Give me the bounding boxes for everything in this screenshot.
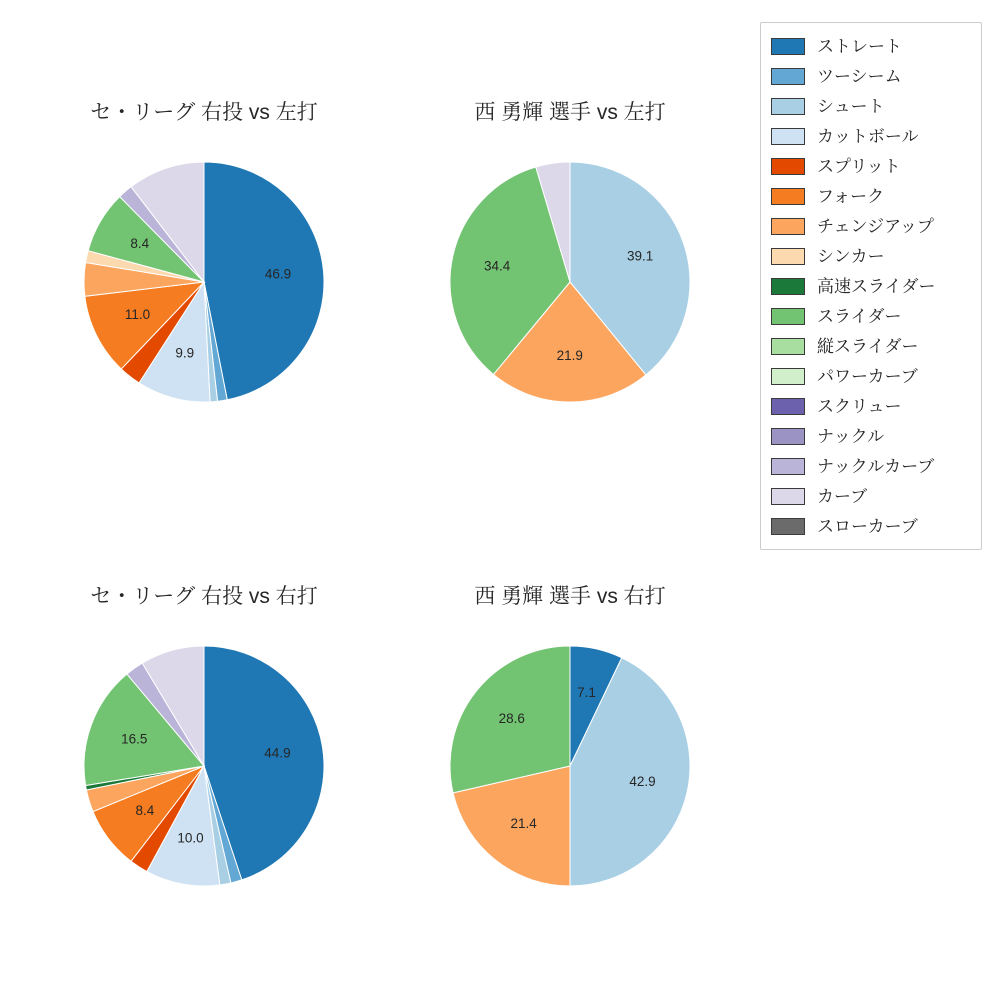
pie-svg-2 [64,626,344,906]
pie-slice-label: 11.0 [124,306,151,322]
legend-item[interactable] [771,331,971,361]
pie-panel-3 [390,580,750,940]
pie-panel-2 [24,580,384,940]
legend-item-label: 高速スライダー [817,276,936,296]
pie-panel-1 [390,96,750,456]
legend-swatch-icon [771,368,805,385]
pie-chart-1 [430,142,710,422]
legend-item-label: カーブ [817,486,868,506]
legend-item-label: パワーカーブ [817,366,918,386]
legend-swatch-icon [771,398,805,415]
legend-item-label: ツーシーム [817,66,902,86]
pie-slice-label: 21.9 [556,347,583,363]
legend-item[interactable] [771,511,971,541]
legend-item[interactable] [771,271,971,301]
legend-swatch-icon [771,428,805,445]
legend-swatch-icon [771,218,805,235]
legend-item[interactable] [771,301,971,331]
legend-item-label: ストレート [817,36,902,56]
pie-slice-label: 10.0 [177,830,204,846]
legend-swatch-icon [771,98,805,115]
pie-svg-0 [64,142,344,422]
legend-item[interactable] [771,391,971,421]
legend-item-label: シュート [817,96,885,116]
pie-title-1: 西 勇輝 選手 vs 左打 [474,101,666,124]
legend-item-label: スライダー [817,306,902,326]
legend-swatch-icon [771,248,805,265]
legend-item[interactable] [771,481,971,511]
pie-title-0: セ・リーグ 右投 vs 左打 [90,101,318,124]
legend-swatch-icon [771,128,805,145]
legend-item[interactable] [771,61,971,91]
pie-slice-label: 9.9 [175,345,195,361]
legend-swatch-icon [771,518,805,535]
legend-item-label: スクリュー [817,396,902,416]
legend-item-label: シンカー [817,246,885,266]
pie-slice-label: 34.4 [483,258,511,274]
legend-swatch-icon [771,278,805,295]
pie-title-3: 西 勇輝 選手 vs 右打 [474,585,666,608]
legend-item[interactable] [771,451,971,481]
legend-item-label: フォーク [817,186,885,206]
pie-chart-2 [64,626,344,906]
pie-svg-3 [430,626,710,906]
pie-slice-label: 21.4 [510,815,537,831]
legend-swatch-icon [771,308,805,325]
pie-slice-label: 39.1 [626,248,654,264]
legend [760,22,982,550]
legend-item[interactable] [771,91,971,121]
legend-item-label: ナックルカーブ [817,456,935,476]
legend-item[interactable] [771,121,971,151]
legend-item-label: ナックル [817,426,885,446]
legend-item-label: チェンジアップ [817,216,934,236]
legend-item-label: 縦スライダー [817,336,919,356]
pie-slice-label: 8.4 [135,802,155,818]
pie-slice-label: 16.5 [121,731,148,747]
legend-item[interactable] [771,31,971,61]
legend-item-label: スプリット [817,156,901,176]
legend-swatch-icon [771,458,805,475]
legend-item[interactable] [771,151,971,181]
pie-slice-label: 7.1 [577,685,596,701]
legend-item[interactable] [771,181,971,211]
legend-swatch-icon [771,158,805,175]
pie-slice-label: 44.9 [264,745,291,761]
legend-swatch-icon [771,188,805,205]
legend-item-label: スローカーブ [817,516,918,536]
pie-slice-label: 42.9 [629,774,656,790]
legend-item[interactable] [771,361,971,391]
pie-slice-label: 28.6 [498,711,525,727]
legend-item-label: カットボール [817,126,919,146]
pie-panel-0 [24,96,384,456]
legend-swatch-icon [771,488,805,505]
pie-title-2: セ・リーグ 右投 vs 右打 [90,585,318,608]
pie-slice-label: 8.4 [130,236,150,252]
pie-slice-label: 46.9 [264,266,292,282]
pie-chart-3 [430,626,710,906]
legend-item[interactable] [771,241,971,271]
legend-swatch-icon [771,38,805,55]
legend-item[interactable] [771,211,971,241]
pie-svg-1 [430,142,710,422]
pie-chart-0 [64,142,344,422]
legend-swatch-icon [771,68,805,85]
legend-item[interactable] [771,421,971,451]
legend-swatch-icon [771,338,805,355]
